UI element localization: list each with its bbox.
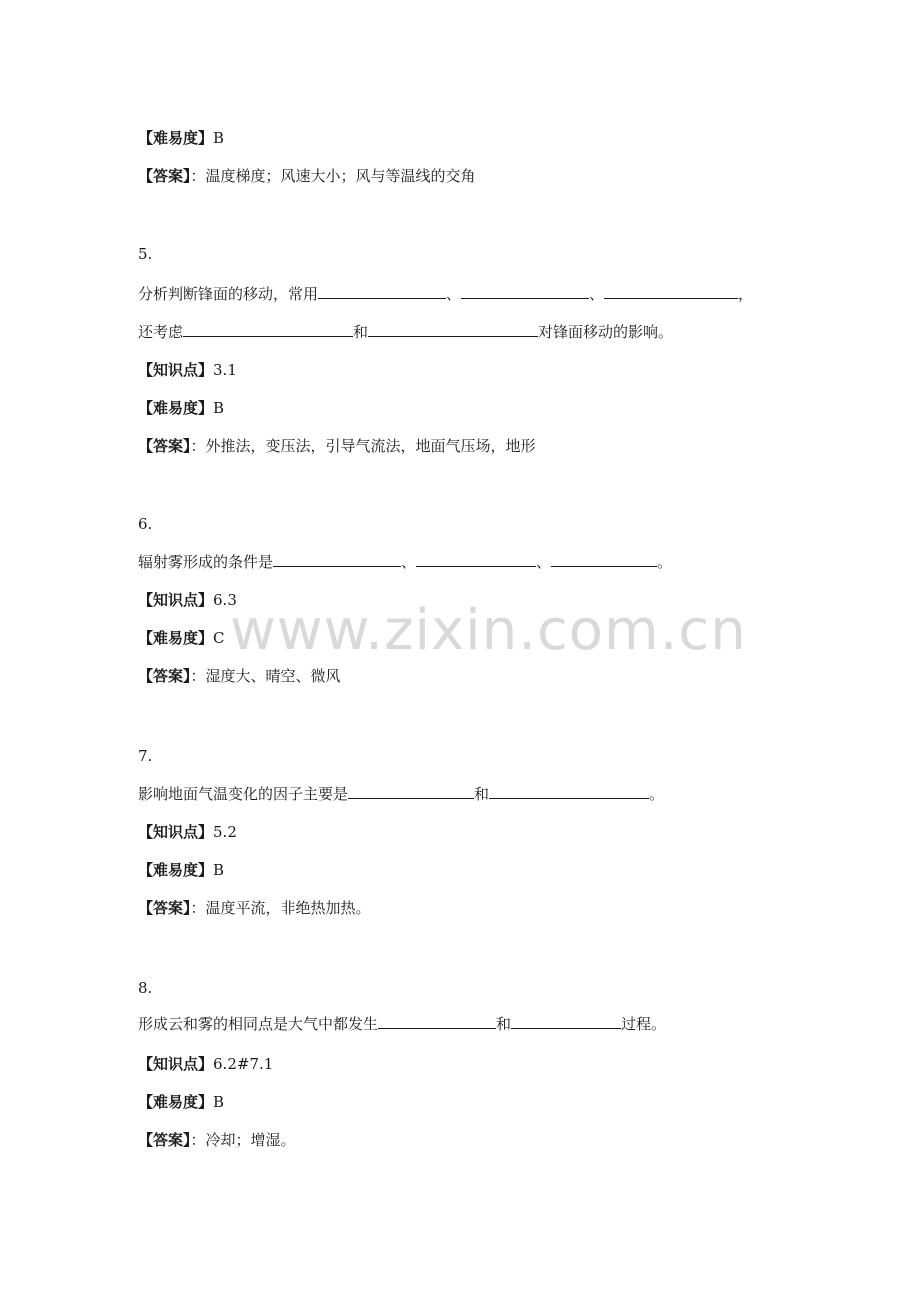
q5-stem-end: 对锋面移动的影响。 bbox=[538, 323, 674, 341]
difficulty-label: 【难易度】 bbox=[138, 129, 214, 147]
difficulty-value: B bbox=[213, 861, 225, 879]
q6-difficulty-line bbox=[138, 628, 225, 648]
difficulty-label: 【难易度】 bbox=[138, 629, 214, 647]
q7-stem-line1 bbox=[138, 784, 664, 804]
knowledge-label: 【知识点】 bbox=[138, 361, 214, 379]
answer-value: ：湿度大、晴空、微风 bbox=[190, 667, 341, 685]
q5-blank-2 bbox=[461, 284, 589, 299]
q7-stem-end: 。 bbox=[649, 785, 665, 803]
q6-stem-line1 bbox=[138, 552, 672, 572]
q5-blank-1 bbox=[318, 284, 446, 299]
knowledge-value: 6.2#7.1 bbox=[213, 1055, 274, 1073]
knowledge-value: 3.1 bbox=[213, 361, 237, 379]
q7-number: 7. bbox=[138, 747, 153, 765]
q7-answer-line bbox=[138, 898, 371, 918]
difficulty-value: B bbox=[213, 1093, 225, 1111]
answer-value: ：温度平流，非绝热加热。 bbox=[190, 899, 371, 917]
q6-blank-3 bbox=[551, 552, 657, 567]
q5-connector: 和 bbox=[353, 323, 369, 341]
q6-blank-1 bbox=[273, 552, 401, 567]
q6-sep2: 、 bbox=[536, 553, 552, 571]
q8-blank-1 bbox=[378, 1014, 496, 1029]
q8-stem-part1: 形成云和雾的相同点是大气中都发生 bbox=[138, 1015, 379, 1033]
q5-sep3: ， bbox=[738, 285, 754, 303]
q5-blank-3 bbox=[604, 284, 738, 299]
q7-difficulty-line bbox=[138, 860, 224, 880]
q5-stem-line1 bbox=[138, 284, 753, 304]
difficulty-label: 【难易度】 bbox=[138, 861, 214, 879]
answer-value: ：冷却；增湿。 bbox=[190, 1131, 296, 1149]
q8-knowledge-line bbox=[138, 1054, 273, 1074]
difficulty-label: 【难易度】 bbox=[138, 399, 214, 417]
answer-label: 【答案】 bbox=[138, 667, 191, 685]
q5-answer-line bbox=[138, 436, 536, 456]
prev-answer-line bbox=[138, 166, 476, 186]
difficulty-value: B bbox=[213, 129, 225, 147]
q6-answer-line bbox=[138, 666, 341, 686]
q5-sep1: 、 bbox=[446, 285, 462, 303]
q5-blank-4 bbox=[183, 322, 353, 337]
q6-number: 6. bbox=[138, 515, 153, 533]
q7-knowledge-line bbox=[138, 822, 237, 842]
difficulty-value: B bbox=[213, 399, 225, 417]
q5-blank-5 bbox=[368, 322, 538, 337]
q8-number: 8. bbox=[138, 979, 153, 997]
q8-connector: 和 bbox=[496, 1015, 512, 1033]
answer-value: ：外推法，变压法，引导气流法，地面气压场，地形 bbox=[190, 437, 536, 455]
answer-label: 【答案】 bbox=[138, 167, 191, 185]
q6-sep1: 、 bbox=[401, 553, 417, 571]
prev-difficulty-line bbox=[138, 128, 224, 148]
difficulty-label: 【难易度】 bbox=[138, 1093, 214, 1111]
q5-stem-part1: 分析判断锋面的移动，常用 bbox=[138, 285, 319, 303]
q6-stem-part1: 辐射雾形成的条件是 bbox=[138, 553, 274, 571]
q7-blank-1 bbox=[348, 784, 474, 799]
knowledge-value: 5.2 bbox=[213, 823, 237, 841]
q5-difficulty-line bbox=[138, 398, 224, 418]
q8-stem-line1 bbox=[138, 1014, 666, 1034]
answer-label: 【答案】 bbox=[138, 1131, 191, 1149]
q5-stem-line2 bbox=[138, 322, 673, 342]
knowledge-label: 【知识点】 bbox=[138, 591, 214, 609]
answer-label: 【答案】 bbox=[138, 437, 191, 455]
q6-blank-2 bbox=[416, 552, 536, 567]
q5-knowledge-line bbox=[138, 360, 237, 380]
q8-difficulty-line bbox=[138, 1092, 224, 1112]
q7-connector: 和 bbox=[474, 785, 490, 803]
q6-stem-end: 。 bbox=[657, 553, 673, 571]
q8-stem-end: 过程。 bbox=[621, 1015, 667, 1033]
q7-blank-2 bbox=[489, 784, 649, 799]
knowledge-label: 【知识点】 bbox=[138, 823, 214, 841]
q8-answer-line bbox=[138, 1130, 296, 1150]
q5-number: 5. bbox=[138, 245, 153, 263]
knowledge-value: 6.3 bbox=[213, 591, 237, 609]
q6-knowledge-line bbox=[138, 590, 237, 610]
answer-label: 【答案】 bbox=[138, 899, 191, 917]
q5-stem-part2: 还考虑 bbox=[138, 323, 184, 341]
q8-blank-2 bbox=[511, 1014, 621, 1029]
difficulty-value: C bbox=[213, 629, 225, 647]
q7-stem-part1: 影响地面气温变化的因子主要是 bbox=[138, 785, 349, 803]
watermark: www.zixin.com.cn bbox=[230, 598, 747, 663]
knowledge-label: 【知识点】 bbox=[138, 1055, 214, 1073]
answer-value: ：温度梯度；风速大小；风与等温线的交角 bbox=[190, 167, 476, 185]
q5-sep2: 、 bbox=[589, 285, 605, 303]
